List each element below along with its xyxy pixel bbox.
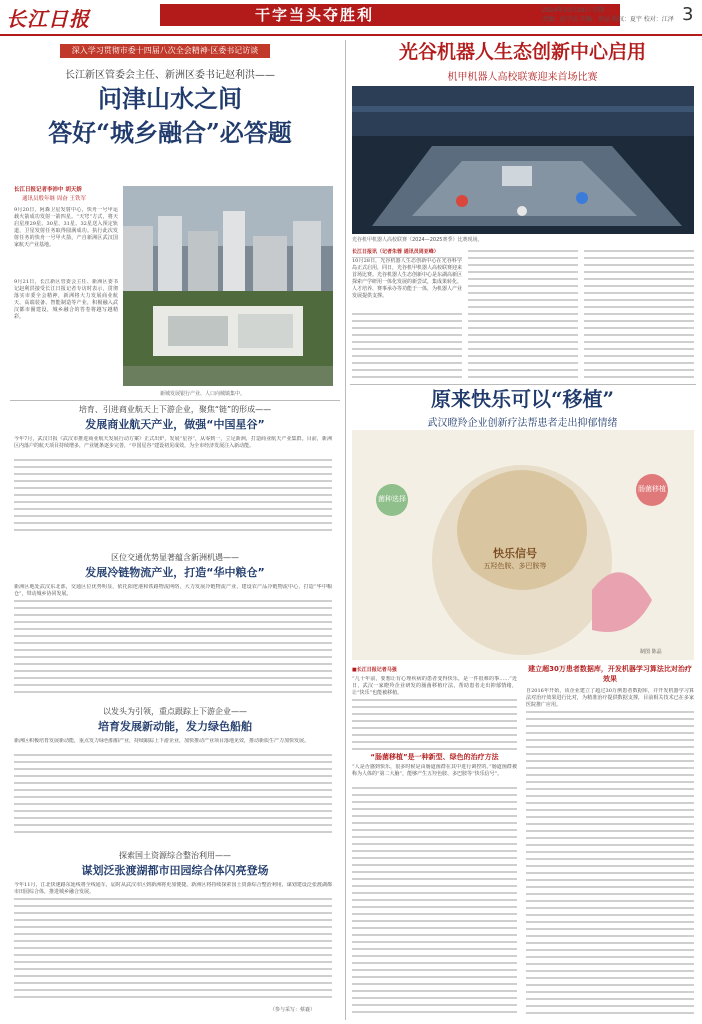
illus-right-tag: 肠菌移植 (638, 485, 666, 493)
section-4-kicker: 探索国土资源综合整治利用—— (119, 851, 231, 860)
byline-reporters: 长江日报记者李沛中 胡天娇 (14, 187, 82, 193)
right-bottom-body: “几十年前，要想让有心理疾病的患者变得快乐，是一件很难的事……”近日，武汉一家瞪羚企业研发的肠菌移植疗法，帮助患者走出抑郁情绪，让“快乐”也能被移植。 (352, 676, 517, 696)
city-aerial-photo (123, 186, 333, 386)
right-top-byline: 长江日报讯（记者朱蓉 通讯员周亚峰） (352, 248, 462, 256)
right-bottom-sec1-title: “肠菌移植”是一种新型、绿色的治疗方法 (370, 753, 499, 761)
article-body-2: 9月21日，长江新区管委会主任、新洲区委书记赵利洪接受长江日报记者专访时表示，贯彻落实市委全会精神，新洲将大力发展商业航天、高端装备、智能制造等产业，积极融入武汉都市圈建设，城乡融合的答卷将越写越精彩。 (14, 279, 118, 320)
issue-date: 2024年10月29日 星期二 (542, 7, 611, 14)
section-3-kicker: 以发头为引领，重点跟踪上下游企业—— (103, 707, 247, 716)
right-subheadline: 机甲机器人高校联赛迎来首场比赛 (447, 72, 598, 83)
photo-caption-city: 新城发展银行产业、人口向城镇集中。 (160, 391, 246, 397)
robot-photo-caption: 光谷机甲机器人高校联赛（2024—2025赛季）比赛现场。 (352, 237, 483, 243)
dateline (542, 6, 682, 24)
illus-credit: 制图 陈晶 (640, 649, 662, 655)
source-note: （参与采写：蔡襄） (270, 1007, 316, 1013)
robot-arena-illustration (352, 86, 694, 234)
section-3-title: 培育发展新动能，发力绿色船舶 (98, 720, 252, 733)
section-title: 干字当头夺胜利 (255, 6, 375, 24)
headline-line-2: 答好“城乡融合”必答题 (48, 118, 292, 147)
divider (350, 384, 696, 385)
right-bottom-subheadline: 武汉瞪羚企业创新疗法帮患者走出抑郁情绪 (427, 418, 618, 429)
robot-arena-photo (352, 86, 694, 234)
right-bottom-sec1-body: “人是否感到快乐，很多时候是由肠道菌群在其中进行调控的。”肠道菌群被称为人体的“第二大脑”，能够产生五羟色胺、多巴胺等“快乐信号”。 (352, 764, 517, 786)
editor-credits: 责编：彭学成 美编：徐晶 版权：夏宇 校对：江泽 (542, 16, 674, 23)
illus-subtitle: 五羟色胺、多巴胺等 (483, 562, 547, 570)
section-1-title: 发展商业航天产业，做强“中国星谷” (85, 418, 265, 431)
illus-left-tag: 菌种选择 (378, 495, 406, 503)
right-bottom-col2-lines (526, 688, 694, 1014)
section-3-text-lines (14, 738, 332, 838)
section-2-text-lines (14, 584, 332, 694)
section-1-kicker: 培育、引进商业航天上下游企业，聚焦“链”的形成—— (78, 405, 272, 414)
illus-title: 快乐信号 (493, 547, 537, 560)
header-rule (0, 34, 702, 36)
column-kicker: 深入学习贯彻市委十四届八次全会精神·区委书记访谈 (60, 44, 270, 58)
section-1-body: 今年7月，武汉日报《武汉市推进商业航天发展行动方案》正式出炉，发展“星谷”，从零到一，立足新洲，打造商业航天产业集群。目前，新洲区内落户的航天项目持续增多，产业链条逐步完善，“中国星谷”建设初见成效，为全市经济发展注入新动能。 (14, 436, 332, 456)
right-bottom-col1b-lines (352, 764, 517, 1014)
section-2-body: 新洲区地处武汉东北部，交通区位优势明显，依托阳逻港和铁路物流网络，大力发展冷链物流产业，建设农产品冷链物流中心，打造“华中粮仓”，带动城乡协同发展。 (14, 584, 332, 597)
article-intro: 长江新区管委会主任、新洲区委书记赵利洪—— (65, 70, 275, 81)
section-3-body: 新洲区积极培育发展新动能，重点发力绿色船舶产业，持续跟踪上下游企业，加快推动产业项目落地见效，推动新质生产力加快发展。 (14, 738, 332, 752)
section-4-body: 今年11月，江北快速路东延线将全线通车，届时从武汉市区到新洲将更加便捷。新洲区将持续探索国土资源综合整治利用，谋划建设泛张渡湖都市田园综合体，推进城乡融合发展。 (14, 882, 332, 895)
right-bottom-sec2-body: 自2016年开始，该企业建立了超过30万例患者数据库，并开发机器学习算法对治疗效果进行比对，为精准治疗提供数据支撑，目前相关技术已在多家医院推广应用。 (526, 688, 694, 708)
newspaper-logo: 长江日报 (6, 7, 90, 31)
article-body-1: 9月20日，阿森卫星发射中心，快舟一号甲运载火箭成功发射一箭四星。“天穹”方式，将天启星座29星、30星、31星、32星送入预定轨道，卫星发射任务取得圆满成功。执行此次发射任务的快舟一号甲火箭，产自新洲区武汉国家航天产业基地。 (14, 207, 118, 248)
right-top-body: 10月28日，光谷机器人生态创新中心在光谷科学岛正式启用，同日，光谷机甲机器人高校联赛迎来首场比赛。光谷机器人生态创新中心是东湖高新区探索产学研用一体化发展的新尝试，集成果转化、人才培养、赛事承办等功能于一体，为机器人产业发展提供支撑。 (352, 258, 462, 308)
right-top-col3-lines (584, 248, 694, 380)
divider (10, 400, 340, 401)
right-bottom-headline: 原来快乐可以“移植” (430, 387, 614, 411)
section-4-text-lines (14, 882, 332, 1002)
byline-correspondents: 通讯员殷年继 周奋 王铁军 (22, 196, 86, 202)
right-top-col2-lines (468, 248, 578, 380)
section-4-title: 谋划泛张渡湖都市田园综合体闪亮登场 (81, 864, 269, 877)
page-number: 3 (682, 4, 694, 25)
column-divider (345, 40, 346, 1020)
headline-line-1: 问津山水之间 (98, 84, 242, 113)
right-headline: 光谷机器人生态创新中心启用 (398, 41, 646, 63)
city-aerial-illustration (123, 186, 333, 386)
section-2-title: 发展冷链物流产业，打造“华中粮仓” (85, 566, 265, 579)
right-bottom-sec2-title: 建立超30万患者数据库，开发机器学习算法比对治疗效果 (528, 665, 692, 683)
section-2-kicker: 区位交通优势显著蕴含新洲机遇—— (111, 553, 239, 562)
right-bottom-byline: ■长江日报记者马强 (352, 667, 397, 673)
